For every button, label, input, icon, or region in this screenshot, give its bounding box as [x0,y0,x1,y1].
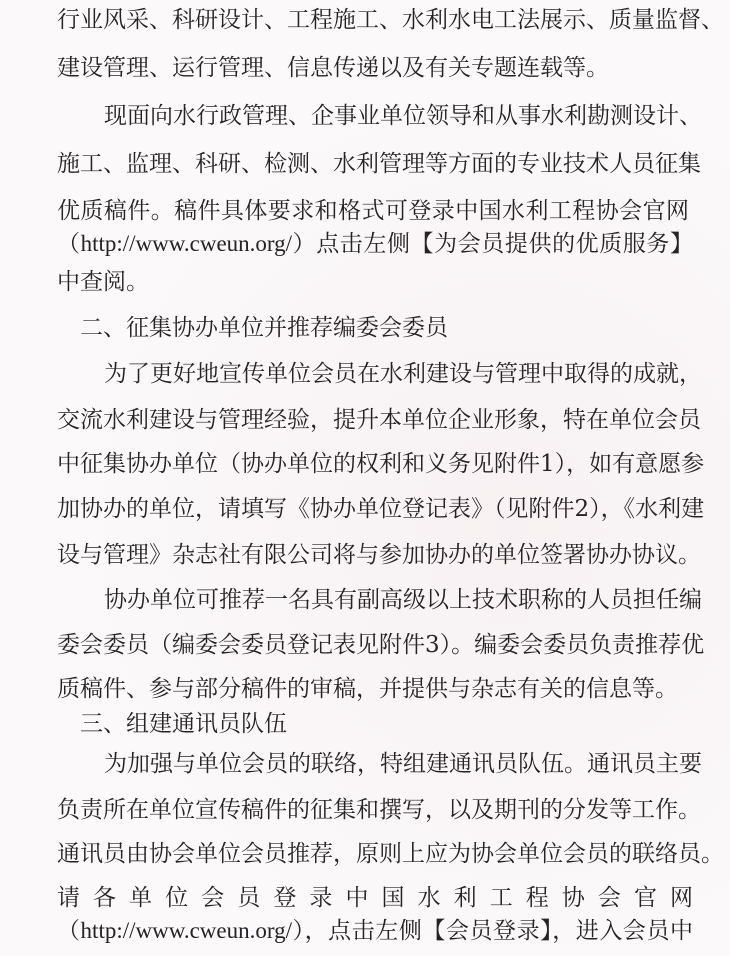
text-line-2 [0,48,730,88]
line-text: 质稿件、参与部分稿件的审稿，并提供与杂志有关的信息等。 [57,676,678,702]
text-line-13 [0,535,730,575]
line-text: 通讯员由协会单位会员推荐，原则上应为协会单位会员的联络员。 [57,841,724,867]
line-text: 加协办的单位，请填写《协办单位登记表》（见附件2），《水利建 [57,496,705,522]
heading-text: 三、组建通讯员队伍 [80,711,287,737]
line-text: 设与管理》杂志社有限公司将与参加协办的单位签署协办协议。 [57,542,701,568]
line-text: 建设管理、运行管理、信息传递以及有关专题连载等。 [57,55,609,81]
text-line-12 [0,489,730,529]
text-line-9 [0,354,730,394]
line-text: 中征集协办单位（协办单位的权利和义务见附件1），如有意愿参 [57,451,705,477]
line-text: 行业风采、科研设计、工程施工、水利水电工法展示、质量监督、 [57,7,724,33]
text-line-16 [0,669,730,709]
text-line-10 [0,400,730,440]
line-text: （http://www.cweun.org/），点击左侧【会员登录】，进入会员中 [57,918,693,943]
line-text: （http://www.cweun.org/）点击左侧【为会员提供的优质服务】 [57,231,693,256]
line-text: 施工、监理、科研、检测、水利管理等方面的专业技术人员征集 [57,151,701,177]
text-line-22 [0,911,730,951]
line-text: 优质稿件。稿件具体要求和格式可登录中国水利工程协会官网 [57,198,689,224]
text-line-11 [0,444,730,484]
text-line-1 [0,0,730,40]
section-heading-2 [0,308,730,348]
line-text: 请各单位会员登录中国水利工程协会官网 [57,885,693,911]
text-line-4 [0,144,730,184]
section-heading-3 [0,704,730,744]
text-line-19 [0,790,730,830]
text-line-20 [0,834,730,874]
line-text: 负责所在单位宣传稿件的征集和撰写，以及期刊的分发等工作。 [57,797,701,823]
line-text: 委会委员（编委会委员登记表见附件3）。编委会委员负责推荐优 [57,632,705,658]
text-line-6 [0,224,730,264]
heading-text: 二、征集协办单位并推荐编委会委员 [80,315,448,341]
text-line-3 [0,96,730,136]
line-text: 现面向水行政管理、企事业单位领导和从事水利勘测设计、 [104,103,702,129]
line-text: 中查阅。 [57,269,149,295]
text-line-15 [0,625,730,665]
line-text: 协办单位可推荐一名具有副高级以上技术职称的人员担任编 [104,587,702,613]
text-line-18 [0,744,730,784]
line-text: 为了更好地宣传单位会员在水利建设与管理中取得的成就， [104,361,702,387]
line-text: 为加强与单位会员的联络，特组建通讯员队伍。通讯员主要 [104,751,702,777]
text-line-7 [0,262,730,302]
line-text: 交流水利建设与管理经验，提升本单位企业形象，特在单位会员 [57,407,701,433]
text-line-14 [0,580,730,620]
